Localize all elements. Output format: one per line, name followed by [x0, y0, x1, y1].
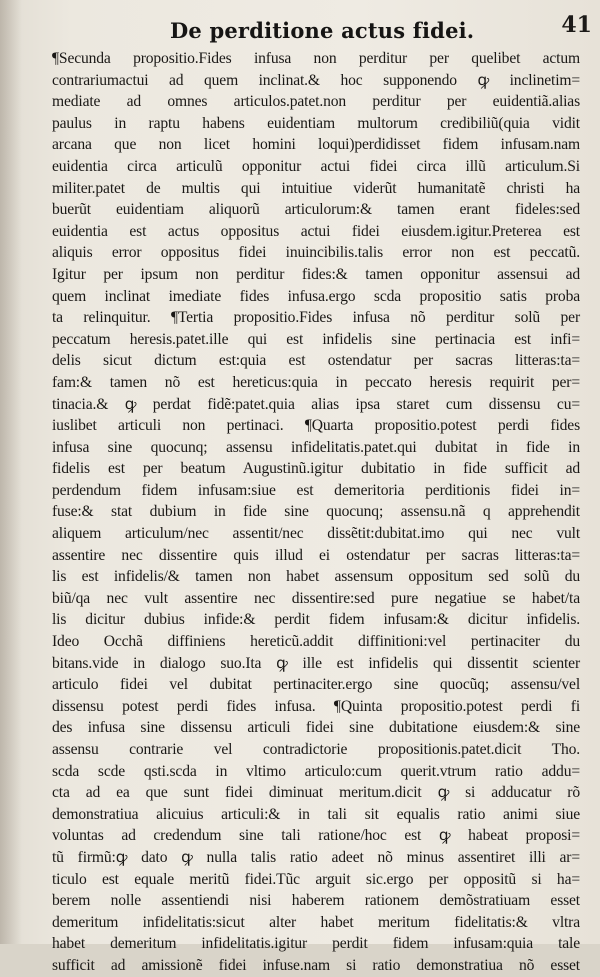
text-line: ta relinquitur. ¶Tertia propositio.Fides infusa nõ perditur solũ per: [52, 309, 580, 327]
text-line: arcana que non licet homini loqui)perdidisset fidem infusam.nam: [52, 136, 580, 154]
text-line: Ideo Occhã diffiniens hereticũ.addit diffinitioni:vel pertinaciter du: [52, 633, 580, 651]
text-line: militer.patet de multis qui intuitiue viderũt humanitatẽ christi ha: [52, 179, 580, 197]
text-line: assensu contrarie vel contradictorie propositionis.patet.dicit Tho.: [52, 741, 580, 758]
text-line: ¶Secunda propositio.Fides infusa non perditur per quelibet actum: [52, 50, 580, 67]
text-line: aliquem articulum/nec assentit/nec dissẽtit:dubitat.imo qui nec vult: [52, 525, 580, 543]
text-line: euidentia est actus oppositus actui fidei eiusdem.igitur.Preterea est: [52, 222, 580, 240]
text-line: quem inclinat imediate fides infusa.ergo scda propositio satis proba: [52, 287, 580, 305]
text-line: dissensu potest perdi fides infusa. ¶Quinta propositio.potest perdi fi: [52, 697, 580, 715]
text-line: habet demeritum infidelitatis.igitur perdit fidem infusam:quia tale: [52, 935, 580, 953]
spine-shadow: [0, 0, 22, 944]
text-line: biũ/qa nec vult assentire nec dissentire:sed pure negatiue se habet/ta: [52, 589, 580, 607]
text-line: euidentia circa articulũ opponitur actui fidei circa illũ articulum.Si: [52, 157, 580, 175]
text-line: mediate ad omnes articulos.patet.non perditur per euidentiã.alias: [52, 93, 580, 111]
text-line: lis dicitur dubius infide:& perdit fidem infusam:& dicitur infidelis.: [52, 611, 580, 629]
text-line: tinacia.& ꝙ perdat fidẽ:patet.quia alias ipsa staret cum dissensu cu=: [52, 395, 580, 413]
page-number: 41: [561, 12, 592, 38]
text-line: demeritum infidelitatis:sicut alter habet meritum fidelitatis:& vltra: [52, 913, 580, 931]
text-line: fuse:& stat dubium in fide sine quocunq; assensu.nã q apprehendit: [52, 503, 580, 521]
text-line: tũ firmũ:ꝙ dato ꝙ nulla talis ratio adeet nõ minus assentiret illi ar=: [52, 848, 580, 866]
text-line: peccatum heresis.patet.ille qui est infidelis sine pertinacia est infi=: [52, 330, 580, 348]
text-line: bitans.vide in dialogo suo.Ita ꝙ ille est infidelis qui dissentit scienter: [52, 654, 580, 672]
text-line: des infusa sine dissensu articuli fidei sine dubitatione eiusdem:& sine: [52, 719, 580, 737]
text-line: ticulo est equale meritũ fidei.Tũc arguit sic.ergo per oppositũ si ha=: [52, 870, 580, 888]
text-line: Igitur per ipsum non perditur fides:& tamen opponitur assensui ad: [52, 265, 580, 283]
text-line: perdendum fidem infusam:siue est demeritoria perditionis fidei in=: [52, 481, 580, 499]
text-line: contrariumactui ad quem inclinat.& hoc supponendo ꝙ inclinetim=: [52, 71, 580, 89]
text-line: iuslibet articuli non pertinaci. ¶Quarta propositio.potest perdi fides: [52, 417, 580, 435]
text-line: lis est infidelis/& tamen non habet assensum oppositum sed solũ du: [52, 568, 580, 586]
text-line: scda scde qsti.scda in vltimo articulo:cum querit.vtrum ratio addu=: [52, 762, 580, 780]
text-line: berem nolle assentiendi nisi haberem rationem demõstratiuam esset: [52, 892, 580, 910]
text-line: infusa sine quocunq; assensu infidelitatis.patet.qui dubitat in fide in: [52, 438, 580, 456]
page-title: De perditione actus fidei.: [170, 18, 475, 43]
text-line: buerũt euidentiam aliquorũ articulorum:& tamen erant fideles:sed: [52, 201, 580, 219]
text-line: cta ad ea que sunt fidei diminuat meritum.dicit ꝙ si adducatur rõ: [52, 784, 580, 802]
body-text: [52, 48, 580, 977]
text-line: fam:& tamen nõ est hereticus:quia in peccato heresis requirit per=: [52, 373, 580, 391]
text-line: assentire nec dissentire quis illud ei ostendatur per sacras litteras:ta=: [52, 546, 580, 564]
text-line: aliquis error oppositus fidei inuincibilis.talis error non est peccatũ.: [52, 244, 580, 262]
text-line: voluntas ad credendum sine tali ratione/hoc est ꝙ habeat proposi=: [52, 827, 580, 845]
text-line: fidelis est per beatum Augustinũ.igitur dubitatio in fide sufficit ad: [52, 460, 580, 478]
text-line: paulus in raptu habens euidentiam multorum credibiliũ(quia vidit: [52, 114, 580, 132]
text-line: articulo fidei vel dubitat pertinaciter.ergo sine quocũq; assensu/vel: [52, 676, 580, 694]
text-line: sufficit ad amissionẽ fidei infuse.nam si ratio demonstratiua nõ esset: [52, 956, 580, 974]
text-line: delis sicut dictum est:quia est ostendatur per sacras litteras:ta=: [52, 352, 580, 370]
text-line: demonstratiua alicuius articuli:& in tali sit equalis ratio animi siue: [52, 805, 580, 823]
